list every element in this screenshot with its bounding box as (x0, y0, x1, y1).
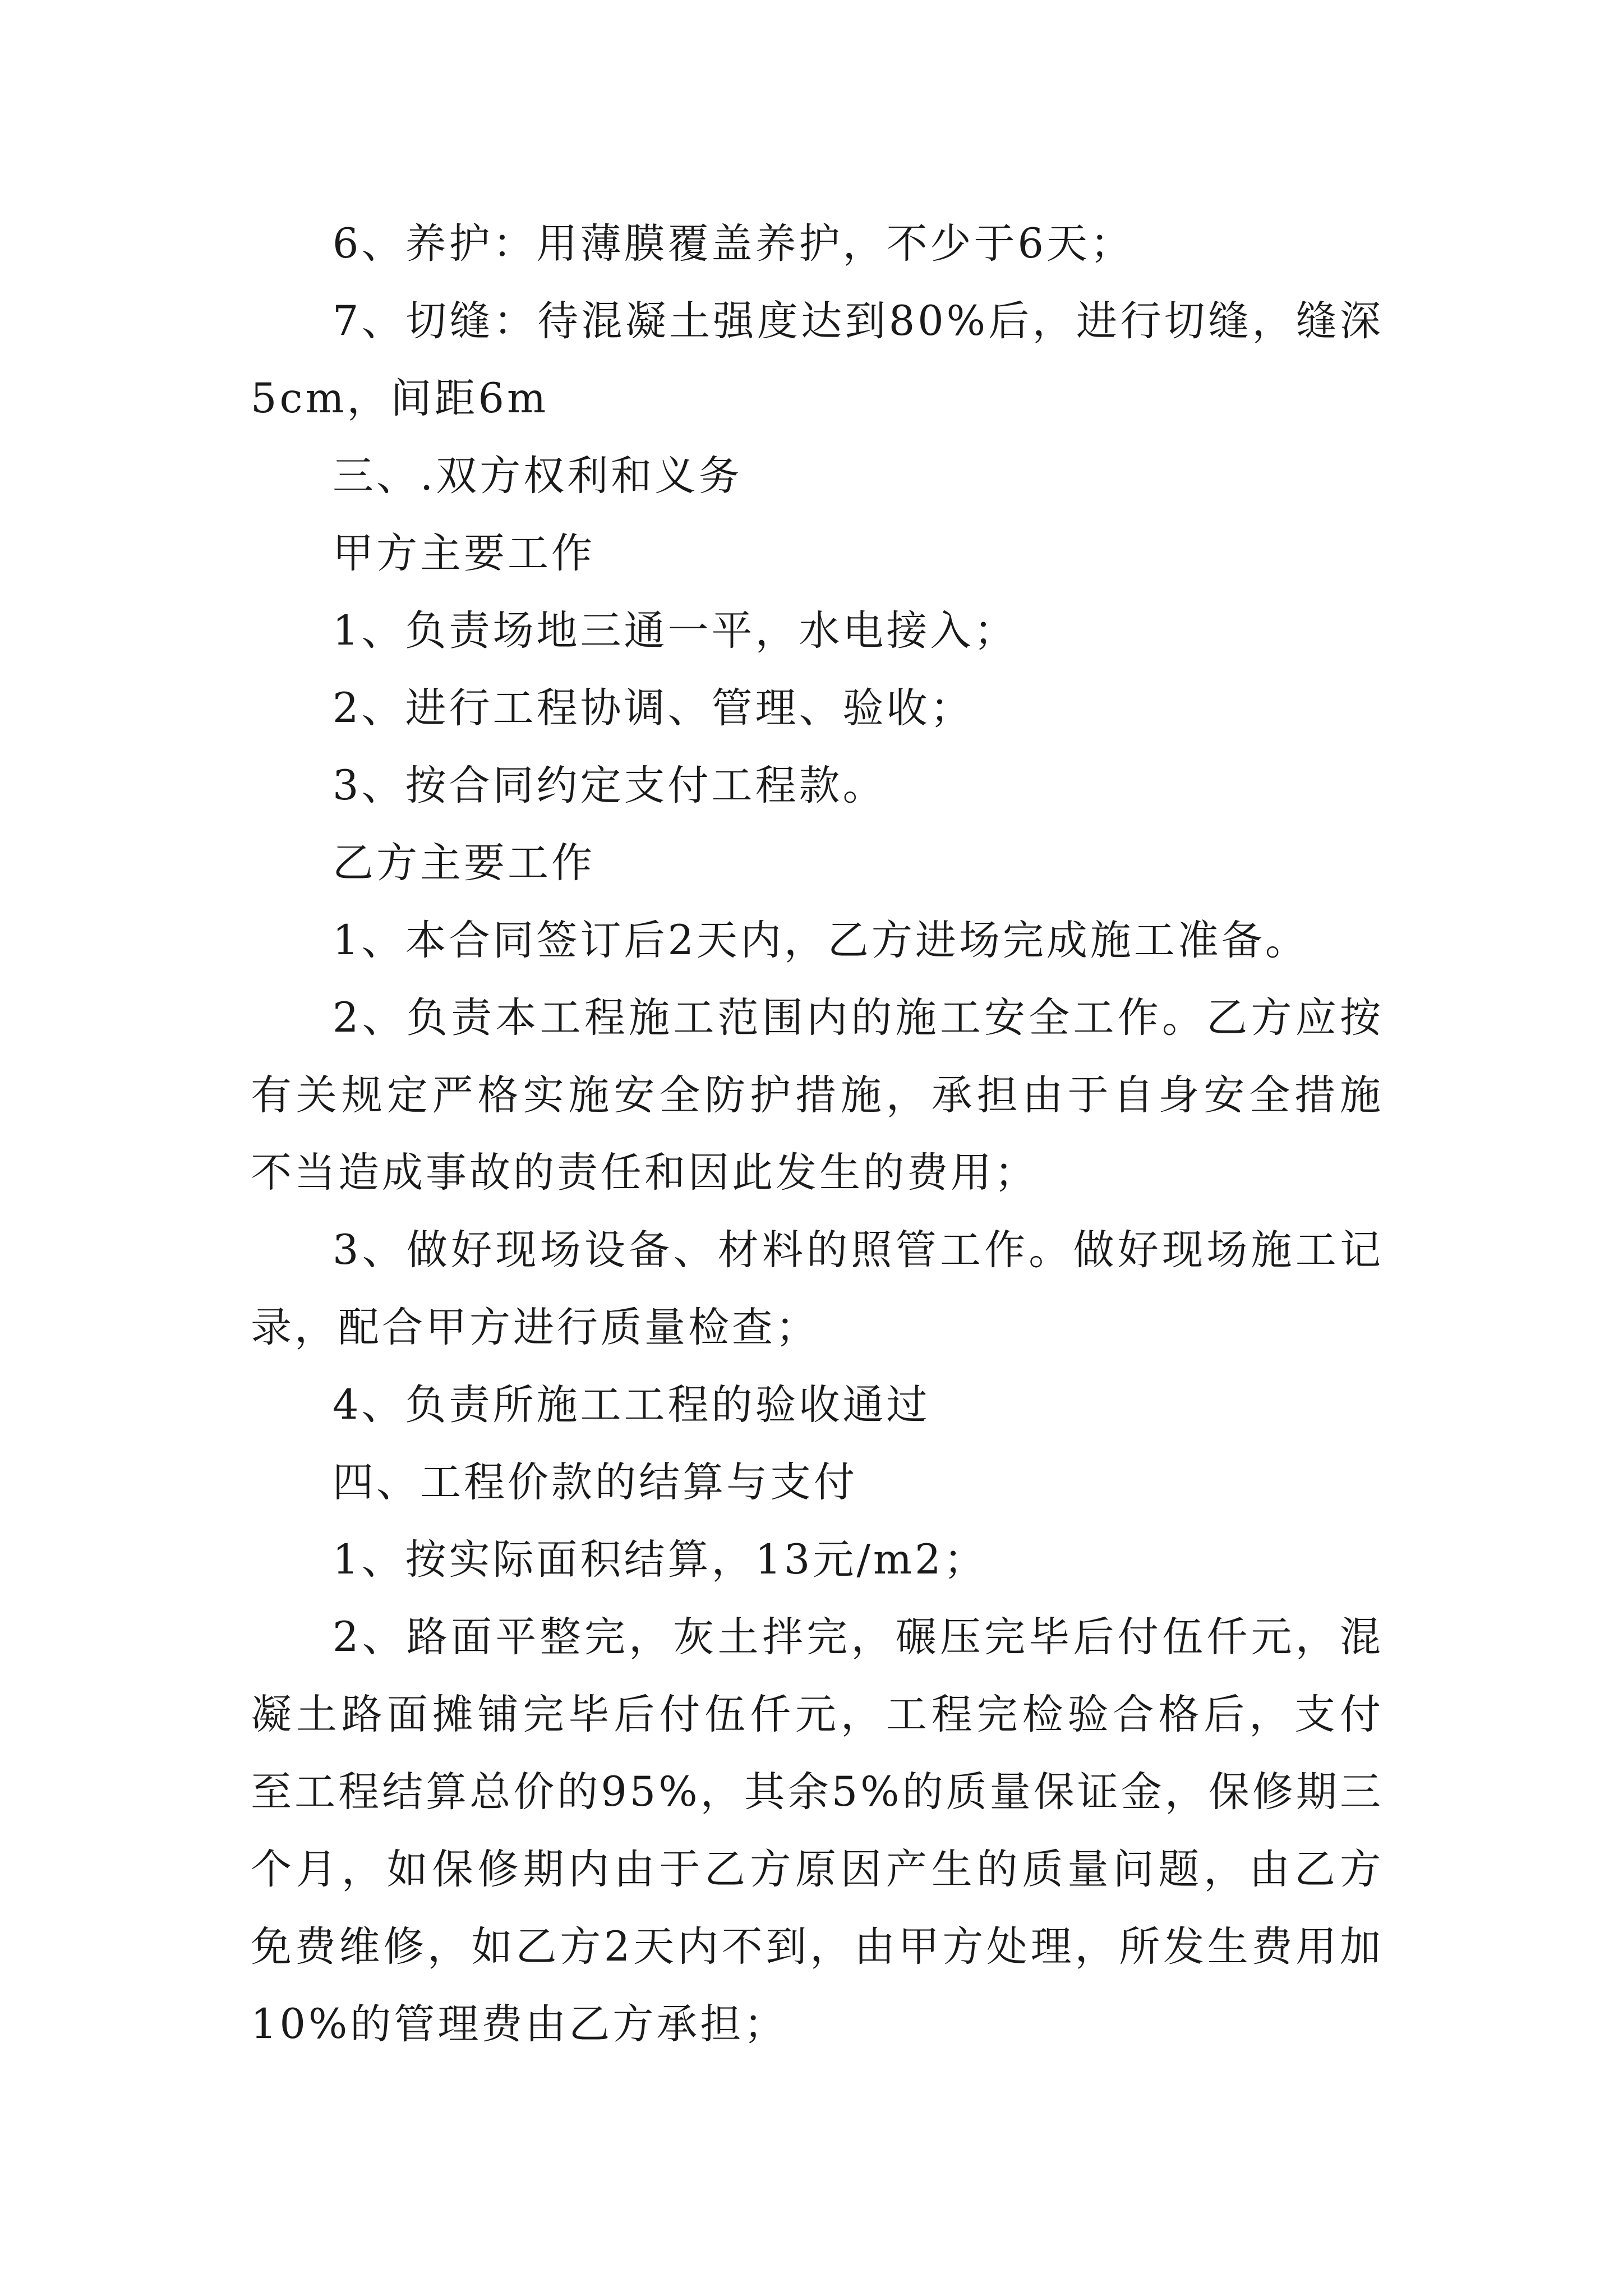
party-b-duty-4: 4、负责所施工工程的验收通过 (333, 1381, 930, 1429)
party-b-duty-1: 1、本合同签订后2天内，乙方进场完成施工准备。 (333, 917, 1309, 964)
document-body (251, 205, 1384, 2063)
subheading-party-b-duties: 乙方主要工作 (333, 839, 595, 887)
subheading-party-a-duties: 甲方主要工作 (333, 530, 595, 577)
party-a-duty-2: 2、进行工程协调、管理、验收； (333, 684, 974, 732)
settlement-item-1: 1、按实际面积结算，13元/m2； (333, 1536, 988, 1584)
party-a-duty-1: 1、负责场地三通一平，水电接入； (333, 607, 1018, 655)
party-b-duty-2: 2、负责本工程施工范围内的施工安全工作。乙方应按有关规定严格实施安全防护措施，承担由于自身安全措施不当造成事故的责任和因此发生的费用； (251, 994, 1384, 1197)
party-a-duty-3: 3、按合同约定支付工程款。 (333, 762, 887, 809)
settlement-item-2: 2、路面平整完，灰土拌完，碾压完毕后付伍仟元，混凝土路面摊铺完毕后付伍仟元，工程完检验合格后，支付至工程结算总价的95%，其余5%的质量保证金，保修期三个月，如保修期内由于乙方原因产生的质量问题，由乙方免费维修，如乙方2天内不到，由甲方处理，所发生费用加10%的管理费由乙方承担； (251, 1613, 1384, 2048)
section-heading-settlement-payment: 四、工程价款的结算与支付 (333, 1458, 857, 1506)
section-heading-rights-obligations: 三、.双方权利和义务 (333, 452, 743, 500)
paragraph-joint-cutting: 7、切缝：待混凝土强度达到80%后，进行切缝，缝深5cm，间距6m (251, 297, 1384, 422)
party-b-duty-3: 3、做好现场设备、材料的照管工作。做好现场施工记录，配合甲方进行质量检查； (251, 1226, 1384, 1351)
paragraph-curing: 6、养护：用薄膜覆盖养护，不少于6天； (333, 220, 1134, 268)
